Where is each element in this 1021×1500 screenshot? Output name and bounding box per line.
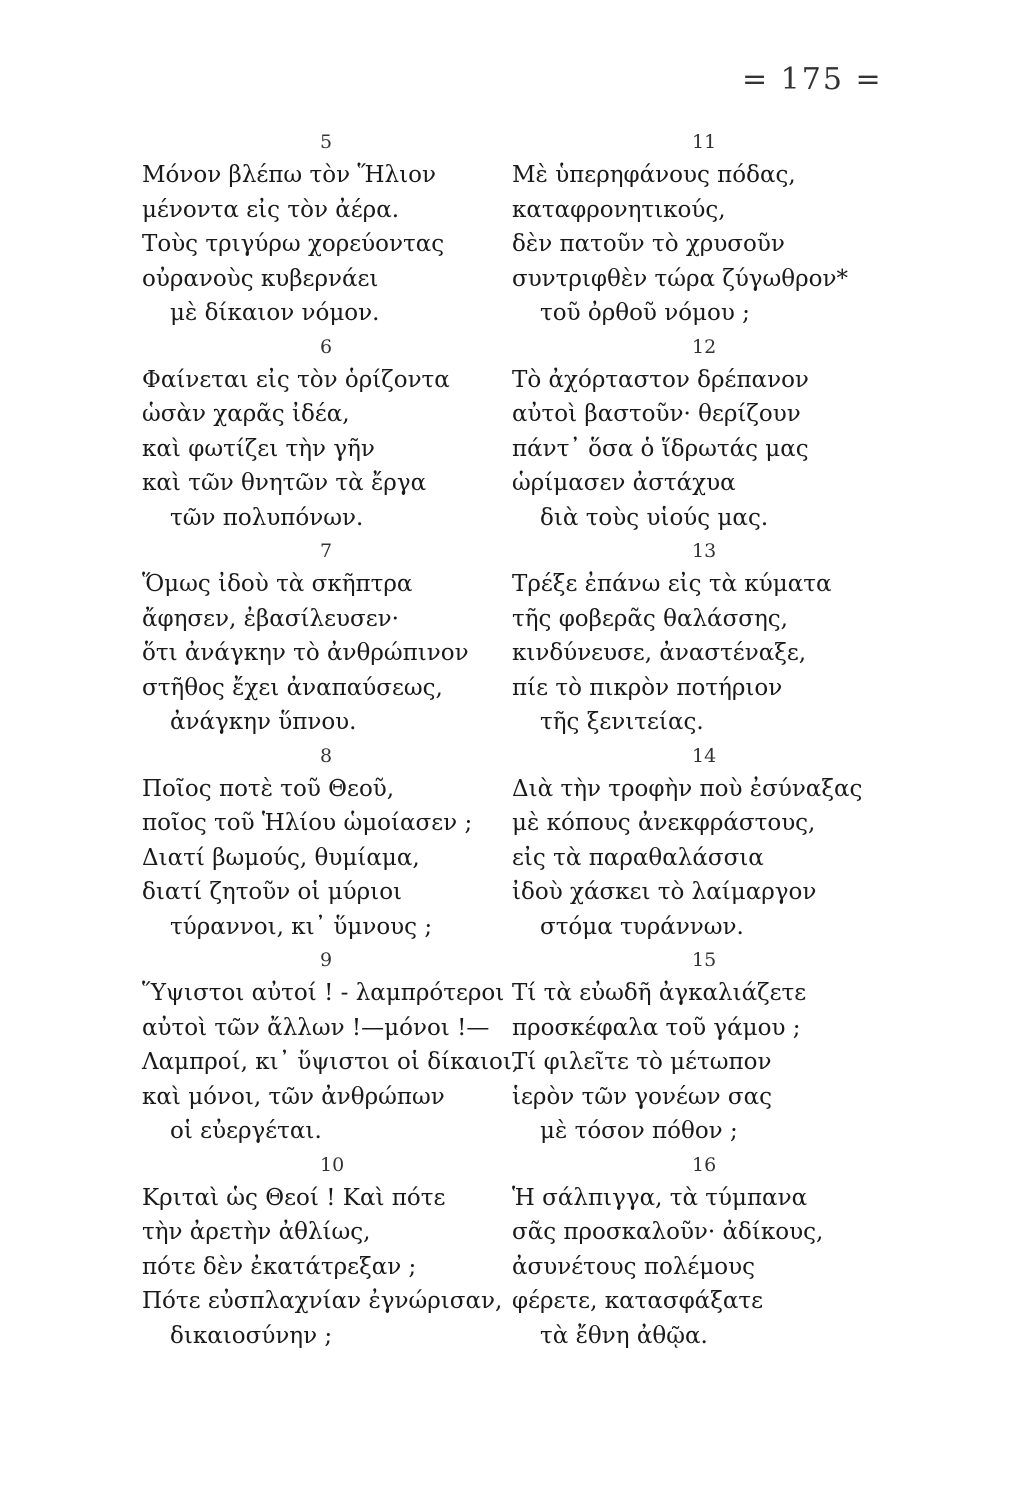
stanza-number: 10 (320, 1153, 345, 1176)
verse-line: αὐτοὶ βαστοῦν· θερίζουν (512, 401, 801, 427)
verse-line: μὲ τόσον πόθον ; (540, 1118, 738, 1144)
verse-line: ἰδοὺ χάσκει τὸ λαίμαργον (512, 879, 817, 905)
verse-line: τύραννοι, κι᾽ ὕμνους ; (170, 913, 433, 940)
verse-line: στόμα τυράννων. (540, 913, 744, 940)
stanza (142, 535, 512, 740)
verse-line: διατί ζητοῦν οἱ μύριοι (142, 879, 403, 905)
stanza (512, 535, 892, 740)
verse-line: Τὸ ἀχόρταστον δρέπανον (512, 366, 809, 393)
stanza (142, 944, 520, 1149)
verse-line: προσκέφαλα τοῦ γάμου ; (512, 1014, 801, 1041)
stanza-number: 11 (692, 131, 717, 153)
stanza (142, 331, 512, 536)
stanza-number: 16 (692, 1153, 717, 1176)
verse-line: ἱερὸν τῶν γονέων σας (512, 1083, 773, 1110)
verse-line: Τί τὰ εὐωδῆ ἀγκαλιάζετε (512, 980, 807, 1006)
stanza-number: 13 (692, 540, 717, 562)
verse-line: Ὕψιστοι αὐτοί ! - λαμπρότεροι (142, 980, 505, 1006)
stanza (142, 740, 512, 945)
verse-line: Λαμπροί, κι᾽ ὕψιστοι οἱ δίκαιοι, (142, 1049, 520, 1075)
verse-line: ὡσὰν χαρᾶς ἰδέα, (142, 401, 350, 427)
stanza (512, 944, 892, 1149)
verse-line: οἱ εὐεργέται. (170, 1118, 322, 1144)
stanza (512, 126, 892, 331)
verse-line: Πότε εὐσπλαχνίαν ἐγνώρισαν, (142, 1288, 503, 1314)
verse-line: Ποῖος ποτὲ τοῦ Θεοῦ, (142, 775, 395, 802)
verse-line: Κριταὶ ὡς Θεοί ! Καὶ πότε (142, 1184, 446, 1211)
stanza-number: 12 (692, 335, 717, 358)
stanza (142, 126, 512, 331)
verse-line: μένοντα εἰς τὸν ἀέρα. (142, 196, 400, 223)
verse-line: εἰς τὰ παραθαλάσσια (512, 844, 764, 871)
verse-line: Διὰ τὴν τροφὴν ποὺ ἐσύναξας (512, 775, 863, 802)
verse-line: καταφρονητικούς, (512, 196, 726, 223)
stanza (512, 740, 892, 945)
stanza (512, 331, 892, 536)
verse-line: δικαιοσύνην ; (170, 1322, 333, 1349)
verse-line: τοῦ ὀρθοῦ νόμου ; (540, 300, 750, 326)
verse-line: Φαίνεται εἰς τὸν ὁρίζοντα (142, 366, 450, 393)
verse-line: φέρετε, κατασφάξατε (512, 1288, 764, 1314)
verse-line: Τοὺς τριγύρω χορεύοντας (142, 231, 445, 257)
verse-line: Τρέξε ἐπάνω εἰς τὰ κύματα (512, 571, 832, 597)
left-column (142, 126, 520, 1353)
verse-line: ὡρίμασεν ἀστάχυα (512, 470, 736, 496)
verse-line: καὶ τῶν θνητῶν τὰ ἔργα (142, 470, 427, 496)
verse-line: οὐρανοὺς κυβερνάει (142, 265, 379, 292)
verse-line: τῆς ξενιτείας. (540, 709, 704, 735)
verse-line: στῆθος ἔχει ἀναπαύσεως, (142, 674, 443, 701)
verse-line: ἀσυνέτους πολέμους (512, 1253, 755, 1280)
verse-line: ἀνάγκην ὕπνου. (170, 709, 357, 735)
right-column (512, 126, 892, 1353)
verse-line: Διατί βωμούς, θυμίαμα, (142, 844, 420, 871)
verse-line: Μόνον βλέπω τὸν Ἥλιον (142, 162, 436, 188)
verse-line: Μὲ ὑπερηφάνους πόδας, (512, 162, 796, 188)
verse-line: σᾶς προσκαλοῦν· ἀδίκους, (512, 1219, 824, 1245)
verse-line: μὲ δίκαιον νόμον. (170, 300, 380, 326)
verse-line: Ἡ σάλπιγγα, τὰ τύμπανα (512, 1184, 808, 1211)
verse-line: πάντ᾽ ὅσα ὁ ἵδρωτάς μας (512, 435, 809, 462)
verse-line: τῆς φοβερᾶς θαλάσσης, (512, 605, 788, 632)
stanza-number: 14 (692, 744, 717, 767)
verse-line: τὰ ἔθνη ἀθῷα. (540, 1322, 708, 1349)
verse-line: αὐτοὶ τῶν ἄλλων !—μόνοι !— (142, 1014, 490, 1041)
verse-line: καὶ μόνοι, τῶν ἀνθρώπων (142, 1083, 445, 1110)
verse-line: τὴν ἀρετὴν ἀθλίως, (142, 1219, 371, 1245)
stanza-number: 5 (320, 131, 333, 153)
stanza-number: 15 (692, 949, 717, 971)
verse-line: ἄφησεν, ἐβασίλευσεν· (142, 605, 399, 632)
stanza-number: 9 (320, 949, 333, 971)
stanza-number: 8 (320, 744, 333, 767)
verse-line: ὅτι ἀνάγκην τὸ ἀνθρώπινον (142, 640, 469, 666)
stanza-number: 7 (320, 540, 333, 562)
verse-line: συντριφθὲν τώρα ζύγωθρον* (512, 265, 849, 292)
verse-line: διὰ τοὺς υἱούς μας. (540, 504, 769, 531)
verse-line: Ὅμως ἰδοὺ τὰ σκῆπτρα (142, 571, 413, 597)
verse-line: κινδύνευσε, ἀναστέναξε, (512, 640, 807, 666)
verse-line: Τί φιλεῖτε τὸ μέτωπον (512, 1049, 772, 1075)
stanza (512, 1149, 892, 1354)
page-number: = 175 = (742, 62, 883, 97)
stanza-number: 6 (320, 335, 333, 358)
verse-line: ποῖος τοῦ Ἡλίου ὡμοίασεν ; (142, 810, 473, 836)
verse-line: τῶν πολυπόνων. (170, 504, 364, 531)
stanza (142, 1149, 512, 1354)
verse-line: καὶ φωτίζει τὴν γῆν (142, 435, 375, 462)
verse-line: πότε δὲν ἐκατάτρεξαν ; (142, 1253, 417, 1280)
verse-line: δὲν πατοῦν τὸ χρυσοῦν (512, 231, 785, 257)
verse-line: πίε τὸ πικρὸν ποτήριον (512, 674, 783, 701)
verse-line: μὲ κόπους ἀνεκφράστους, (512, 810, 816, 836)
